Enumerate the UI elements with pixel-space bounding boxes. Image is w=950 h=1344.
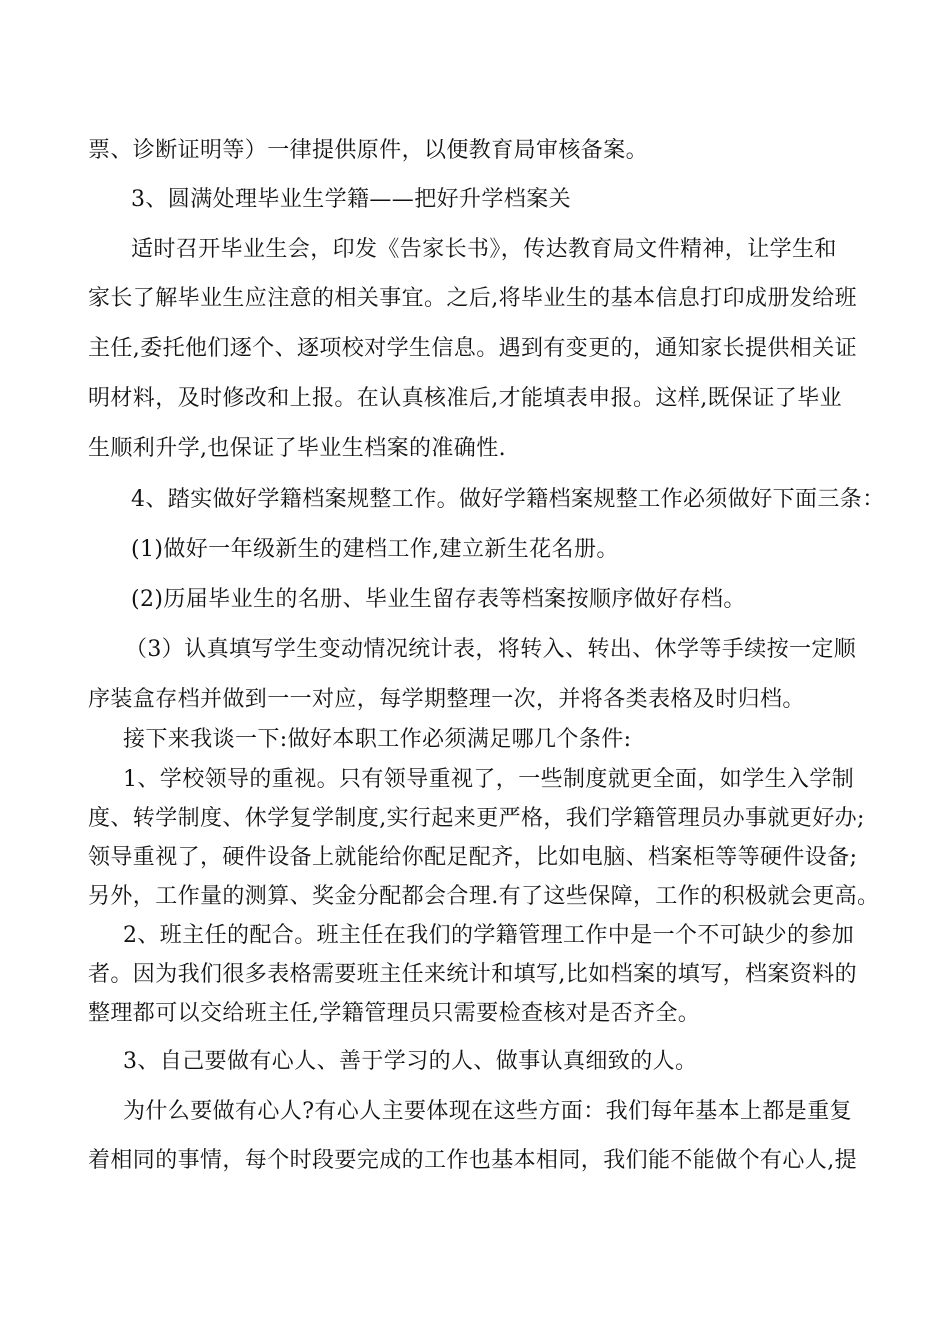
text-line: 接下来我谈一下:做好本职工作必须满足哪几个条件: xyxy=(123,727,632,752)
list-item: （3）认真填写学生变动情况统计表，将转入、转出、休学等手续按一定顺 xyxy=(125,637,857,662)
list-item: (1)做好一年级新生的建档工作,建立新生花名册。 xyxy=(131,537,619,562)
text-line: 度、转学制度、休学复学制度,实行起来更严格，我们学籍管理员办事就更好办; xyxy=(88,806,865,831)
text-line: 适时召开毕业生会，印发《告家长书》，传达教育局文件精神，让学生和 xyxy=(131,237,837,262)
text-line: 2、班主任的配合。班主任在我们的学籍管理工作中是一个不可缺少的参加 xyxy=(123,923,855,948)
text-line: 整理都可以交给班主任,学籍管理员只需要检查核对是否齐全。 xyxy=(88,1001,701,1026)
text-line: 生顺利升学,也保证了毕业生档案的准确性. xyxy=(88,436,506,461)
list-item: (2)历届毕业生的名册、毕业生留存表等档案按顺序做好存档。 xyxy=(131,587,746,612)
text-line: 另外，工作量的测算、奖金分配都会合理.有了这些保障，工作的积极就会更高。 xyxy=(88,884,880,909)
text-line: 明材料，及时修改和上报。在认真核准后,才能填表申报。这样,既保证了毕业 xyxy=(88,386,842,411)
section-heading: 3、自己要做有心人、善于学习的人、做事认真细致的人。 xyxy=(123,1049,698,1074)
text-line: 者。因为我们很多表格需要班主任来统计和填写,比如档案的填写，档案资料的 xyxy=(88,962,857,987)
text-line: 票、诊断证明等）一律提供原件，以便教育局审核备案。 xyxy=(88,138,649,163)
text-line: 着相同的事情，每个时段要完成的工作也基本相同，我们能不能做个有心人,提 xyxy=(88,1148,857,1173)
section-heading: 4、踏实做好学籍档案规整工作。做好学籍档案规整工作必须做好下面三条： xyxy=(131,487,885,512)
text-line: 家长了解毕业生应注意的相关事宜。之后,将毕业生的基本信息打印成册发给班 xyxy=(88,286,857,311)
text-line: 主任,委托他们逐个、逐项校对学生信息。遇到有变更的，通知家长提供相关证 xyxy=(88,336,857,361)
text-line: 为什么要做有心人?有心人主要体现在这些方面：我们每年基本上都是重复 xyxy=(123,1099,852,1124)
text-line: 1、学校领导的重视。只有领导重视了，一些制度就更全面，如学生入学制 xyxy=(123,767,855,792)
text-line: 领导重视了，硬件设备上就能给你配足配齐，比如电脑、档案柜等等硬件设备; xyxy=(88,845,858,870)
text-line: 序装盒存档并做到一一对应，每学期整理一次，并将各类表格及时归档。 xyxy=(88,687,805,712)
section-heading: 3、圆满处理毕业生学籍——把好升学档案关 xyxy=(131,187,571,212)
